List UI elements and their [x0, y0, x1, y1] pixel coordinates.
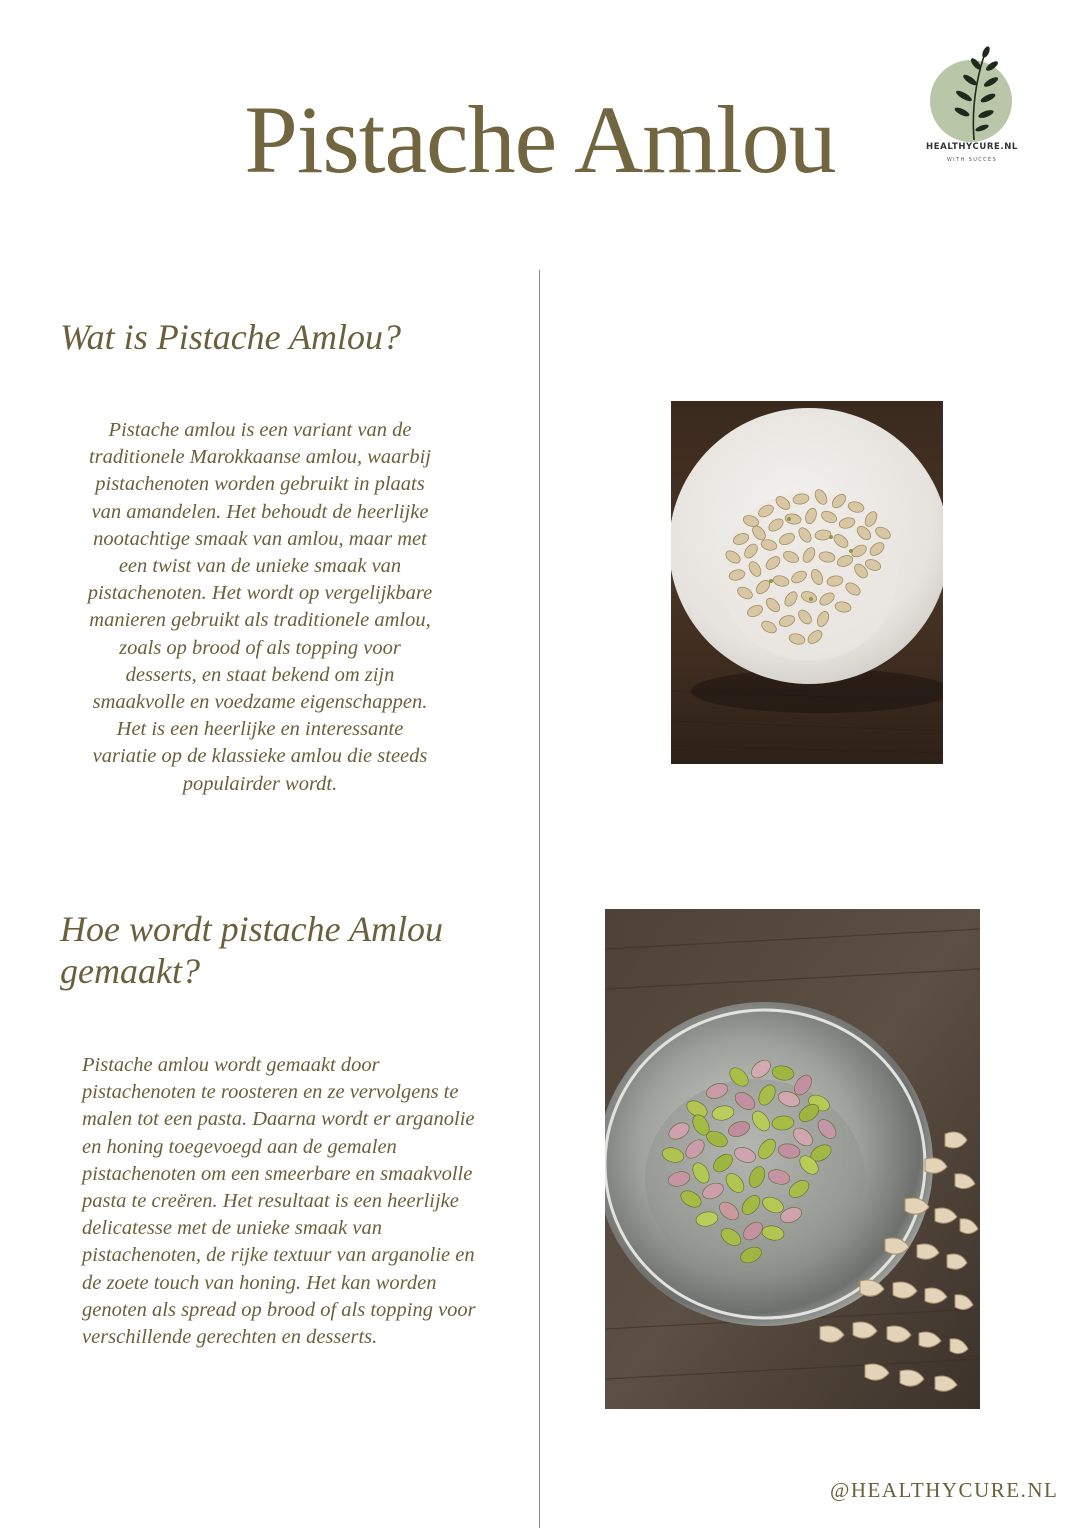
page-title: Pistache Amlou	[244, 86, 836, 193]
section-heading-how: Hoe wordt pistache Amlou gemaakt?	[60, 909, 443, 991]
social-handle: @HEALTHYCURE.NL	[830, 1478, 1059, 1502]
logo-name: HEALTHYCURE.NL	[926, 142, 1018, 152]
section-body-how: Pistache amlou wordt gemaakt door pistachenoten te roosteren en ze vervolgens te malen tot een pasta. Daarna wordt er arganolie en honing toegevoegd aan de gemalen pistachenoten om een smeerbare en smaakvolle pasta te creëren. Het resultaat is een heerlijke delicatesse met de unieke smaak van pistachenoten, de rijke textuur van arganolie en de zoete touch van honing. Het kan worden genoten als spread op brood of als topping voor verschillende gerechten en desserts.	[82, 1054, 476, 1349]
column-divider	[539, 270, 540, 1528]
section-body-what: Pistache amlou is een variant van de traditionele Marokkaanse amlou, waarbij pistachenoten worden gebruikt in plaats van amandelen. Het behoudt de heerlijke nootachtige smaak van amlou, maar met een twist van de unieke smaak van pistachenoten. Het wordt op vergelijkbare manieren gebruikt als traditionele amlou, zoals op brood of als topping voor desserts, en staat bekend om zijn smaakvolle en voedzame eigenschappen. Het is een heerlijke en interessante variatie op de klassieke amlou die steeds populairder wordt.	[87, 419, 433, 795]
leaf-branch-icon	[936, 44, 1008, 142]
photo-pistachios-white-bowl	[671, 401, 943, 764]
photo-peeled-pistachios-steel-bowl	[605, 909, 980, 1409]
section-heading-what: Wat is Pistache Amlou?	[60, 317, 401, 357]
healthycure-logo	[914, 44, 1030, 174]
logo-tagline: WITH SUCCES	[946, 157, 998, 163]
